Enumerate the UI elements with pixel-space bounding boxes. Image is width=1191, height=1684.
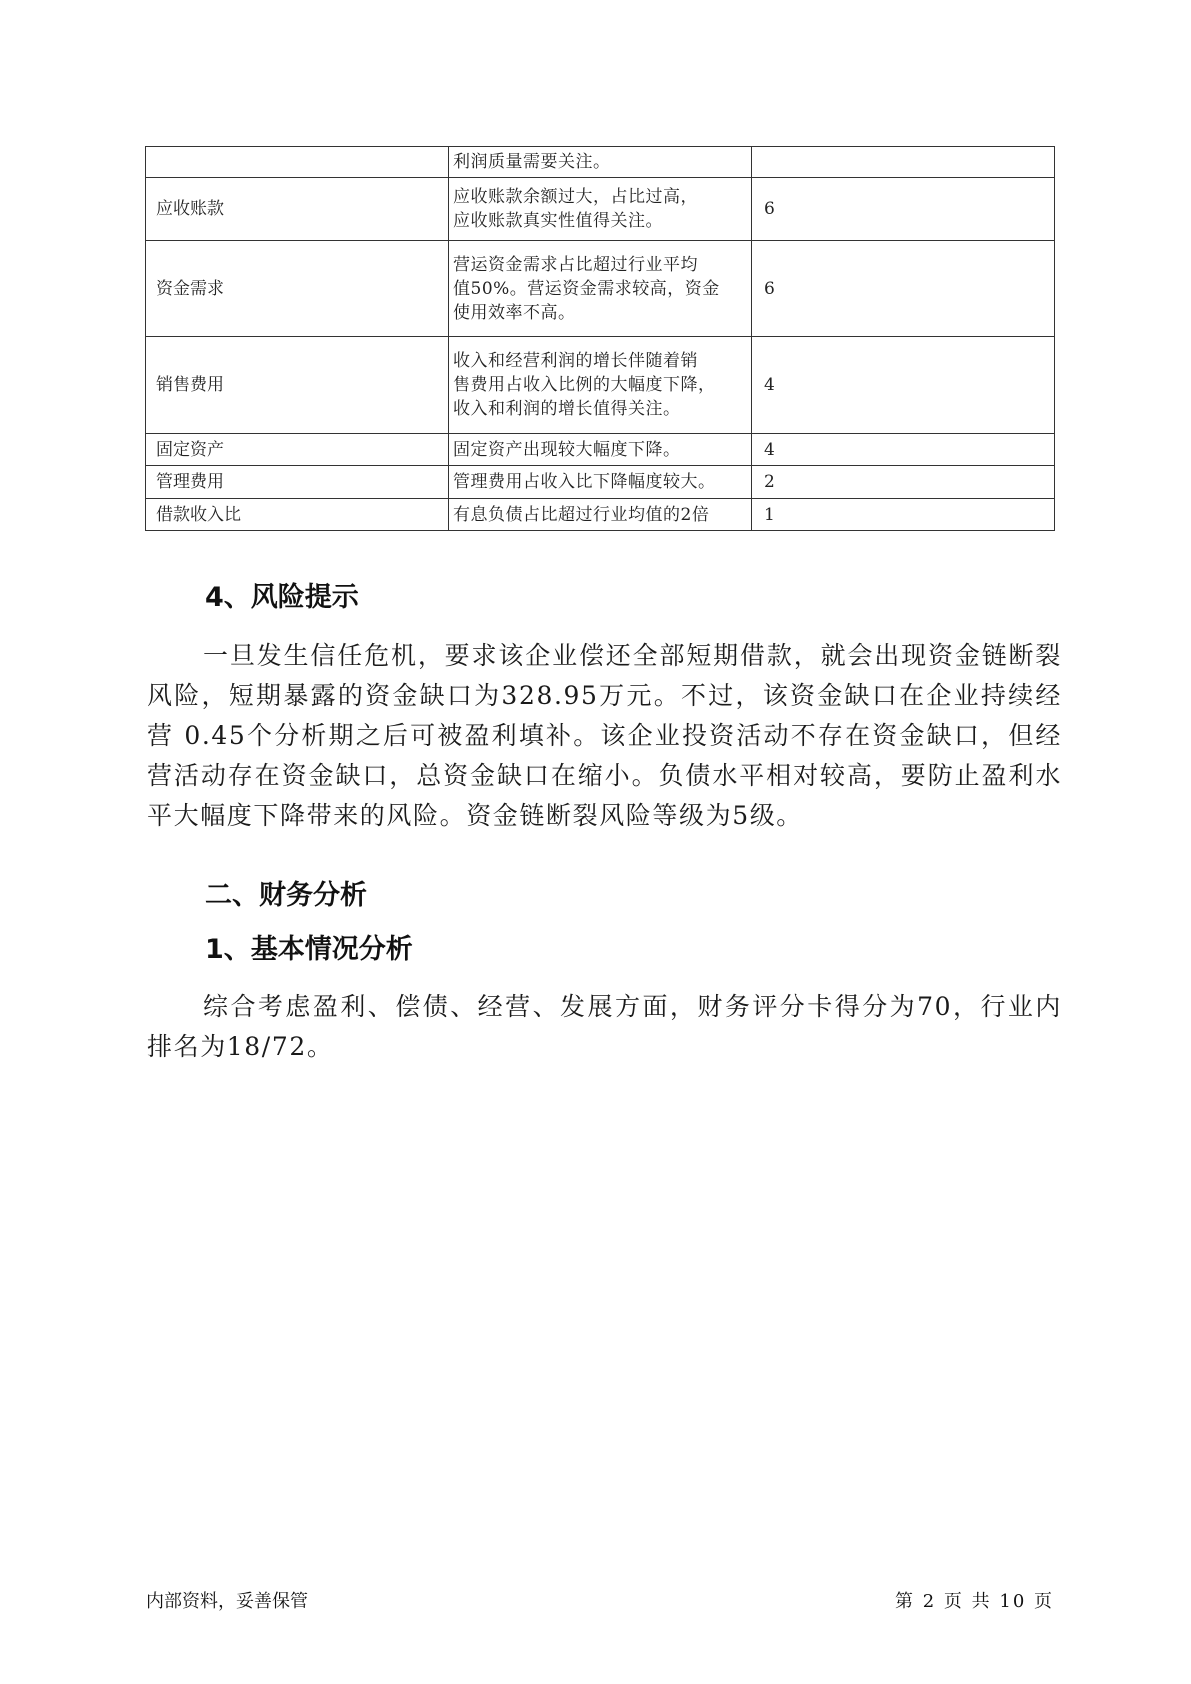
table-row bbox=[146, 337, 1055, 434]
risk-item: 管理费用 bbox=[146, 466, 449, 499]
risk-score: 1 bbox=[752, 499, 1055, 531]
table-row bbox=[146, 178, 1055, 241]
table-row bbox=[146, 147, 1055, 178]
basic-analysis-heading: 1、基本情况分析 bbox=[205, 934, 413, 965]
risk-description: 应收账款余额过大，占比过高， 应收账款真实性值得关注。 bbox=[449, 178, 752, 241]
risk-item: 应收账款 bbox=[146, 178, 449, 241]
risk-description: 营运资金需求占比超过行业平均 值50%。营运资金需求较高，资金 使用效率不高。 bbox=[449, 241, 752, 337]
risk-paragraph: 一旦发生信任危机，要求该企业偿还全部短期借款，就会出现资金链断裂风险，短期暴露的资金缺口为328.95万元。不过，该资金缺口在企业持续经营 0.45个分析期之后可被盈利填补。该企业投资活动不存在资金缺口，但经营活动存在资金缺口，总资金缺口在缩小。负债水平相对较高，要防止盈利水平大幅度下降带来的风险。资金链断裂风险等级为5级。 bbox=[147, 641, 1062, 830]
finance-section-heading: 二、财务分析 bbox=[205, 880, 367, 911]
risk-item: 固定资产 bbox=[146, 434, 449, 466]
table-row bbox=[146, 434, 1055, 466]
risk-description: 收入和经营利润的增长伴随着销 售费用占收入比例的大幅度下降， 收入和利润的增长值得关注。 bbox=[449, 337, 752, 434]
finance-paragraph: 综合考虑盈利、偿债、经营、发展方面，财务评分卡得分为70，行业内排名为18/72。 bbox=[147, 992, 1062, 1061]
risk-score: 2 bbox=[752, 466, 1055, 499]
risk-score: 6 bbox=[752, 178, 1055, 241]
risk-description: 固定资产出现较大幅度下降。 bbox=[449, 434, 752, 466]
table-row bbox=[146, 241, 1055, 337]
table-row bbox=[146, 466, 1055, 499]
risk-score: 4 bbox=[752, 337, 1055, 434]
table-row bbox=[146, 499, 1055, 531]
risk-item: 借款收入比 bbox=[146, 499, 449, 531]
risk-table bbox=[145, 146, 1055, 531]
risk-score: 6 bbox=[752, 241, 1055, 337]
risk-item: 销售费用 bbox=[146, 337, 449, 434]
risk-description: 利润质量需要关注。 bbox=[449, 147, 752, 178]
risk-section-heading: 4、风险提示 bbox=[205, 582, 359, 613]
risk-score bbox=[752, 147, 1055, 178]
risk-description: 管理费用占收入比下降幅度较大。 bbox=[449, 466, 752, 499]
risk-description: 有息负债占比超过行业均值的2倍 bbox=[449, 499, 752, 531]
risk-item bbox=[146, 147, 449, 178]
risk-score: 4 bbox=[752, 434, 1055, 466]
risk-item: 资金需求 bbox=[146, 241, 449, 337]
footer-confidential-note: 内部资料，妥善保管 bbox=[146, 1591, 308, 1612]
footer-page-number: 第 2 页 共 10 页 bbox=[895, 1591, 1054, 1612]
